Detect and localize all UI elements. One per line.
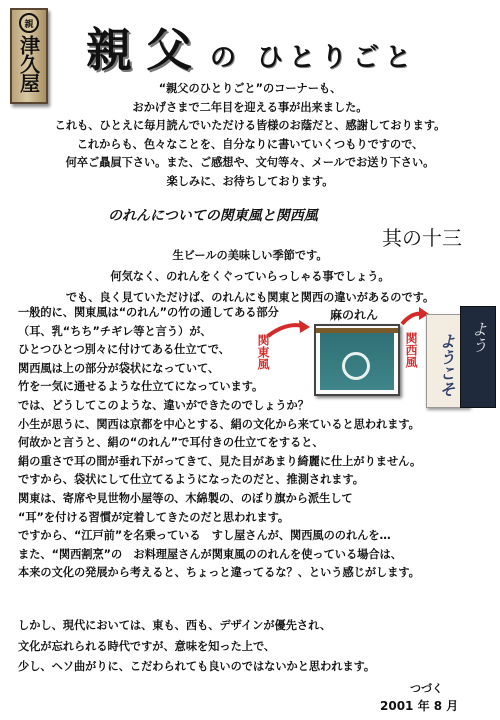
para-line: 絹の重さで耳の間が垂れ下がってきて、見た目があまり綺麗に仕上がりません。 (18, 454, 422, 468)
noren-mark-icon (342, 352, 370, 380)
kanto-label: 関東風 (256, 334, 270, 370)
para-line: 文化が忘れられる時代ですが、意味を知った上で、 (18, 639, 276, 653)
lead-paragraph (10, 245, 490, 308)
para-line: 小生が思うに、関西は京都を中心とする、絹の文化から来ていると思われます。 (18, 417, 420, 431)
body-paragraph (18, 397, 490, 583)
noren-illustration (256, 304, 496, 408)
intro-line: 楽しみに、お待ちしております。 (166, 174, 334, 188)
issue-date: 2001 年 8 月 (380, 699, 459, 713)
para-line: また、“関西割烹”の お料理屋さんが関東風ののれんを使っている場合は、 (18, 547, 402, 561)
intro-line: これも、ひとえに毎月読んでいただける皆様のお蔭だと、感謝しております。 (54, 119, 446, 132)
section-title: のれんについての関東風と関西風 (108, 208, 318, 224)
intro-line: 何卒ご贔屓下さい。また、ご感想や、文句等々、メールでお送り下さい。 (65, 156, 435, 169)
logo-shop-name: 津久屋 (16, 35, 41, 92)
asa-noren-label: 麻のれん (330, 308, 379, 322)
para-line: 関西風は上の部分が袋状になっていて、 (18, 361, 220, 375)
para-line: 少し、ヘソ曲がりに、こだわられても良いのではないかと思われます。 (18, 660, 376, 673)
para-line: 竹を一気に通せるような仕立てになっています。 (18, 380, 264, 394)
para-line: 本来の文化の発展から考えると、ちょっと違ってるな？、という感じがします。 (18, 566, 420, 580)
para-line: ですから、袋状にして仕立てるようになったのだと、推測されます。 (18, 473, 364, 487)
page-title (86, 14, 486, 77)
title-sub: の ひとりごと (210, 43, 418, 73)
para-line: （耳、乳“ちち”チギレ等と言う）が、 (18, 324, 212, 338)
closing-paragraph (18, 616, 490, 678)
para-line: 何故かと言うと、絹の“のれん”で耳付きの仕立てをすると、 (18, 436, 324, 450)
lead-line: でも、良く見ていただけば、のれんにも関東と関西の違いがあるのです。 (65, 291, 435, 304)
series-number: 其の十三 (382, 226, 462, 250)
dark-noren-image (460, 306, 496, 408)
para-line: ですから、“江戸前”を名乗っている すし屋さんが、関西風ののれんを… (18, 529, 391, 543)
lead-line: 何気なく、のれんをくぐっていらっしゃる事でしょう。 (110, 270, 390, 283)
para-line: “耳”を付ける習慣が定着してきたのだと思われます。 (18, 510, 290, 524)
kanto-noren-image (314, 324, 400, 396)
para-line: しかし、現代においては、東も、西も、デザインが優先され、 (18, 619, 332, 632)
intro-line: これからも、色々なことを、自分なりに書いていくつもりですので、 (76, 137, 424, 151)
kansai-label: 関西風 (404, 332, 418, 368)
para-line: では、どうしてこのような、違いができたのでしょうか？ (18, 399, 309, 412)
para-line: 一般的に、関東風は“のれん”の竹の通してある部分 (18, 306, 279, 319)
noren-text: よう (469, 321, 488, 353)
intro-line: “親父のひとりごと”のコーナーも、 (158, 82, 342, 95)
to-be-continued: つづく (410, 682, 443, 695)
logo-seal: 親 (19, 13, 39, 33)
lead-line: 生ビールの美味しい季節です。 (172, 249, 328, 262)
para-line: ひとつひとつ別々に付けてある仕立てで、 (18, 343, 230, 357)
noren-pole (316, 328, 398, 333)
title-main: 親父 (86, 23, 206, 77)
para-line: 関東は、寄席や見世物小屋等の、木綿製の、のぼり旗から派生して (18, 491, 353, 505)
intro-line: おかげさまで二年目を迎える事が出来ました。 (132, 100, 368, 114)
intro-paragraph (10, 80, 490, 191)
arrow-right-icon (266, 318, 312, 340)
noren-text: ようこそ (437, 333, 456, 397)
